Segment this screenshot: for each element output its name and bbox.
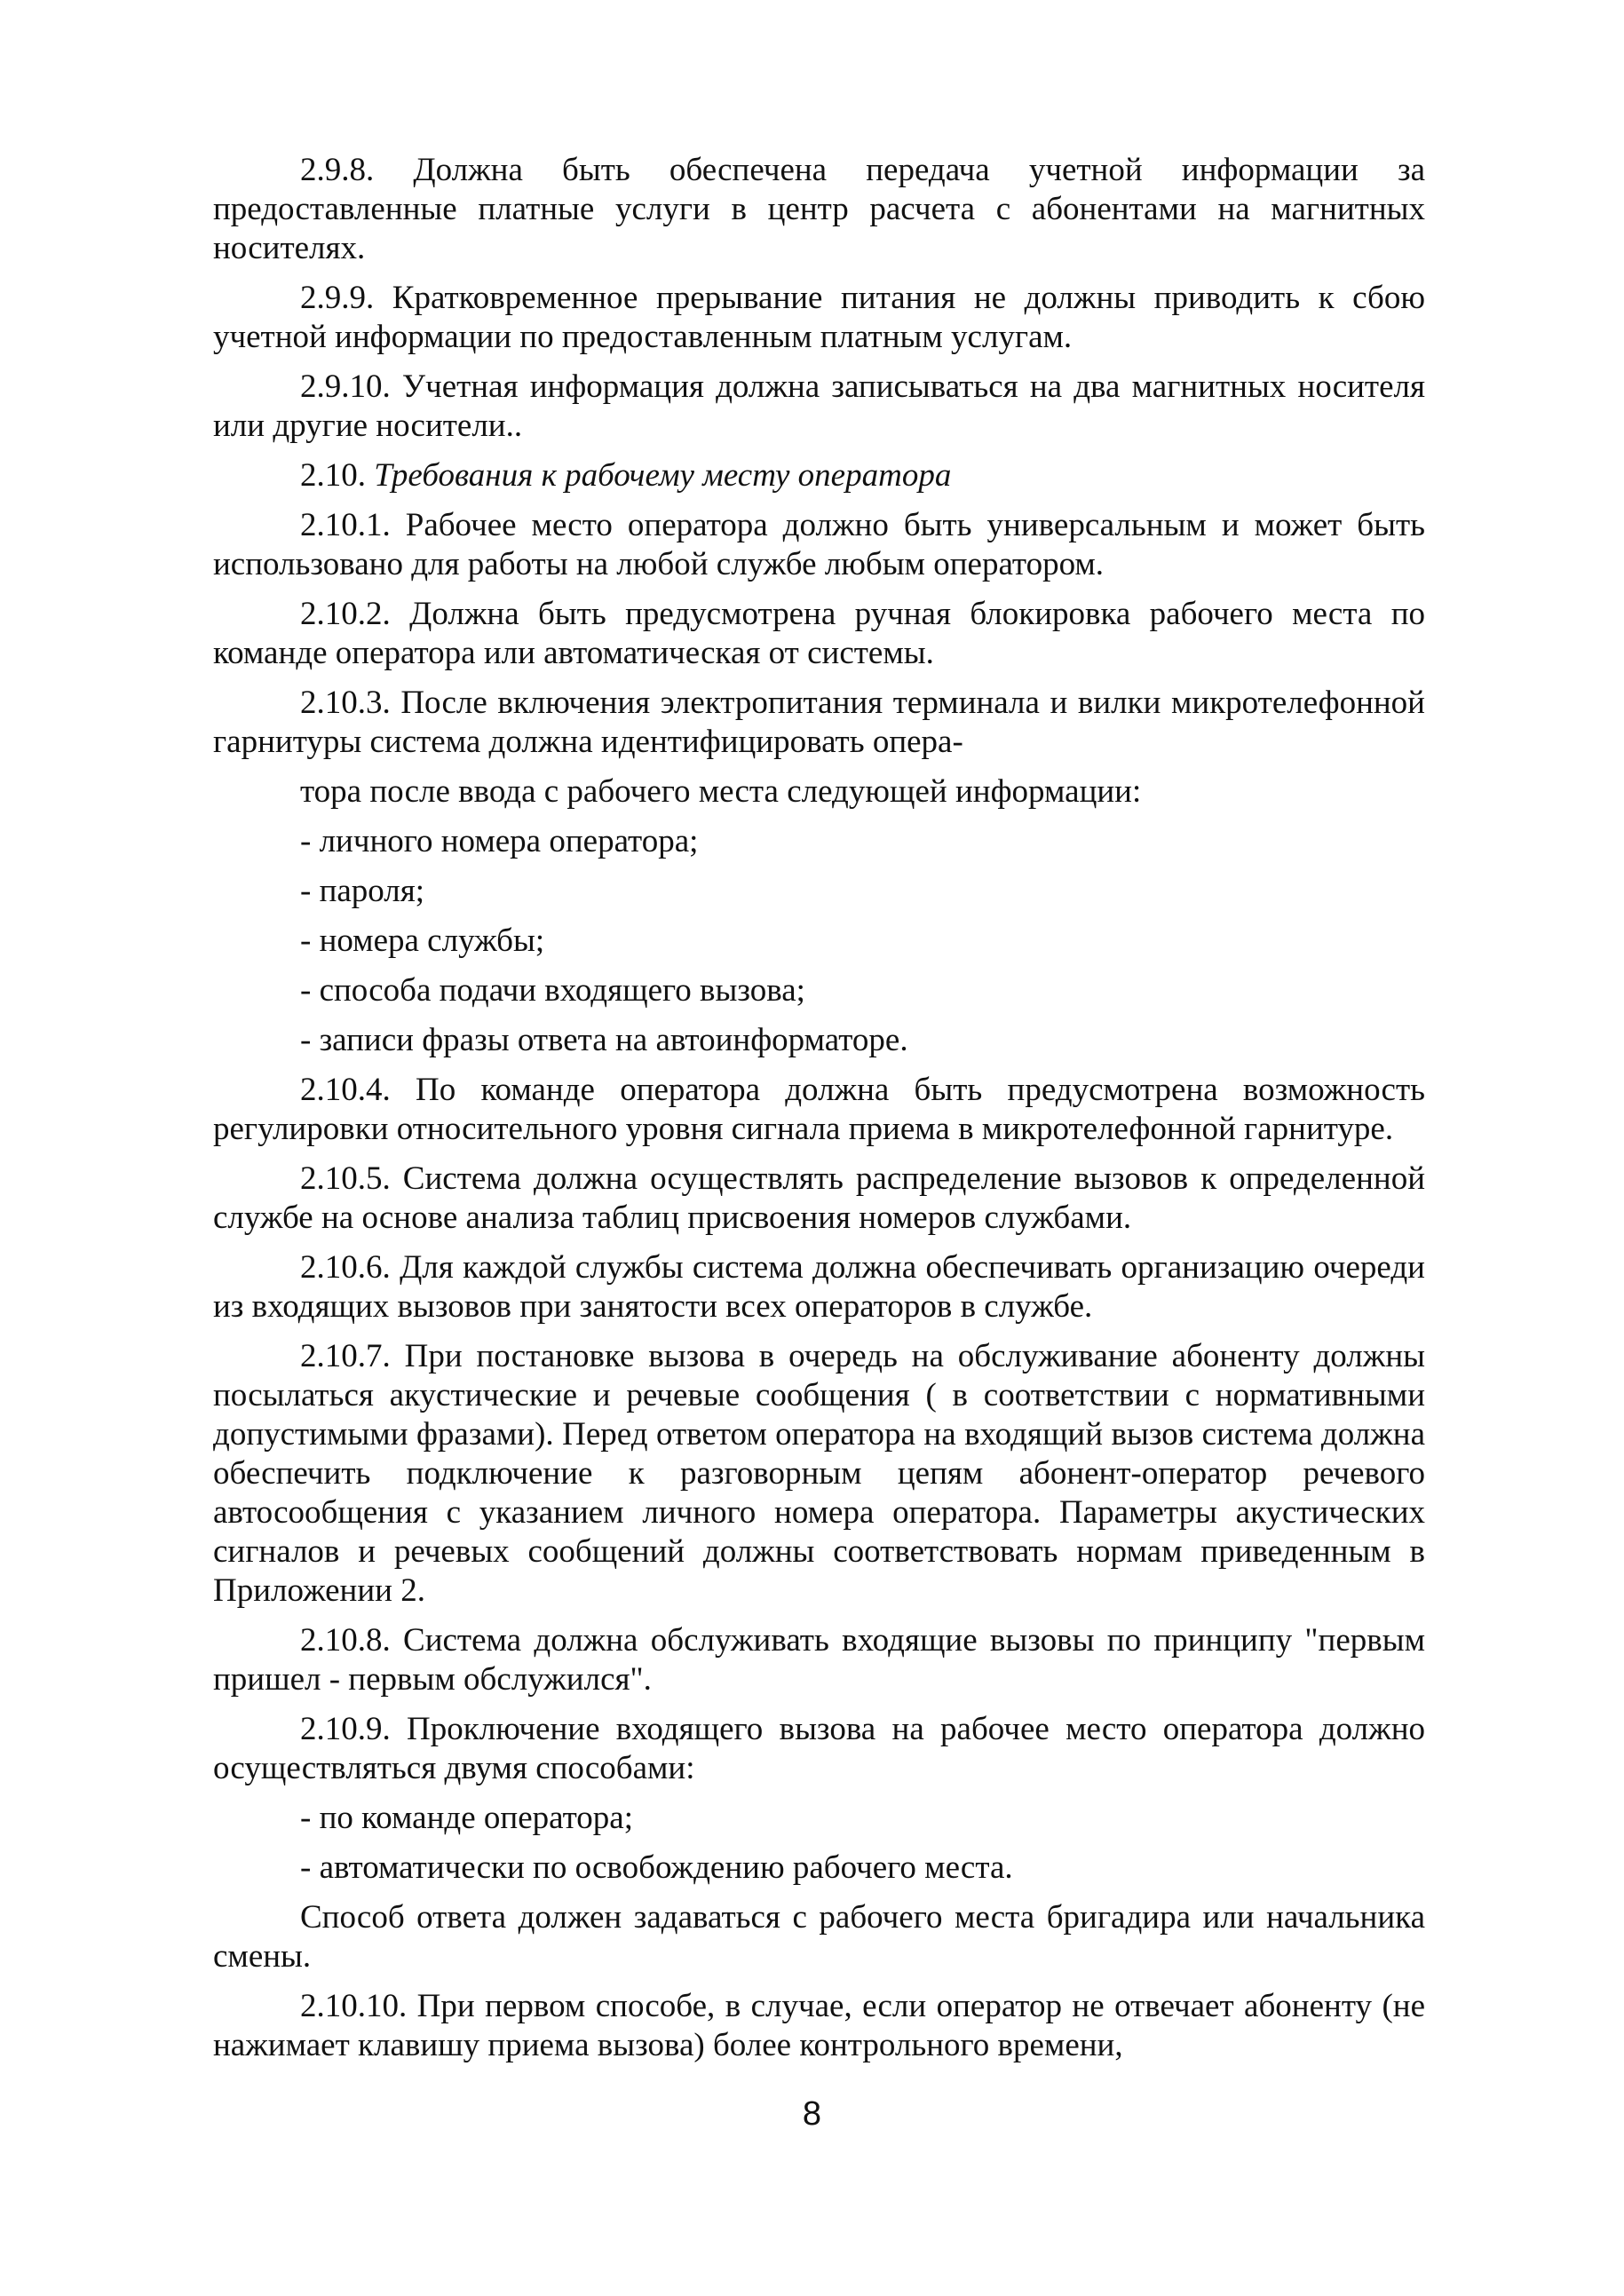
list-item: - пароля; bbox=[300, 873, 425, 909]
list-item: - автоматически по освобождению рабочего места. bbox=[300, 1849, 1013, 1886]
identification-list bbox=[213, 822, 1425, 1060]
paragraph-2-9-10: 2.9.10. Учетная информация должна записываться на два магнитных носителя или другие носители.. bbox=[213, 368, 1425, 444]
list-item: - способа подачи входящего вызова; bbox=[300, 972, 805, 1009]
section-title: Требования к рабочему месту оператора bbox=[374, 457, 952, 494]
paragraph-2-10-8: 2.10.8. Система должна обслуживать входящие вызовы по принципу "первым пришел - первым обслужился". bbox=[213, 1622, 1425, 1698]
section-heading-2-10 bbox=[213, 456, 1425, 495]
page-body bbox=[213, 151, 1425, 2076]
paragraph-2-10-6: 2.10.6. Для каждой службы система должна обеспечивать организацию очереди из входящих вызовов при занятости всех операторов в службе. bbox=[213, 1249, 1425, 1325]
list-item: - записи фразы ответа на автоинформаторе. bbox=[300, 1022, 908, 1058]
paragraph-2-10-3-continued: тора после ввода с рабочего места следующей информации: bbox=[300, 773, 1142, 810]
list-item: - личного номера оператора; bbox=[300, 823, 699, 859]
paragraph-2-9-8: 2.9.8. Должна быть обеспечена передача учетной информации за предоставленные платные услуги в центр расчета с абонентами на магнитных носителях. bbox=[213, 152, 1425, 266]
section-number: 2.10. bbox=[300, 457, 366, 494]
paragraph-2-10-7: 2.10.7. При постановке вызова в очередь на обслуживание абоненту должны посылаться акустические и речевые сообщения ( в соответствии с нормативными допустимыми фразами). Перед ответом оператора на входящий вызов система должна обеспечить подключение к разговорным цепям абонент-оператор речевого автосообщения с указанием личного номера оператора. Параметры акустических сигналов и речевых сообщений должны соответствовать нормам приведенным в Приложении 2. bbox=[213, 1338, 1425, 1609]
paragraph-2-10-5: 2.10.5. Система должна осуществлять распределение вызовов к определенной службе на основе анализа таблиц присвоения номеров службами. bbox=[213, 1160, 1425, 1236]
paragraph-2-10-4: 2.10.4. По команде оператора должна быть предусмотрена возможность регулировки относительного уровня сигнала приема в микротелефонной гарнитуре. bbox=[213, 1072, 1425, 1147]
paragraph-2-10-9: 2.10.9. Проключение входящего вызова на рабочее место оператора должно осуществляться двумя способами: bbox=[213, 1711, 1425, 1786]
paragraph-2-10-2: 2.10.2. Должна быть предусмотрена ручная блокировка рабочего места по команде оператора или автоматическая от системы. bbox=[213, 596, 1425, 671]
paragraph-2-10-3: 2.10.3. После включения электропитания терминала и вилки микротелефонной гарнитуры система должна идентифицировать опера- bbox=[213, 685, 1425, 760]
list-item: - номера службы; bbox=[300, 922, 545, 959]
paragraph-answer-mode: Способ ответа должен задаваться с рабочего места бригадира или начальника смены. bbox=[213, 1899, 1425, 1975]
paragraph-2-10-1: 2.10.1. Рабочее место оператора должно быть универсальным и может быть использовано для работы на любой службе любым оператором. bbox=[213, 507, 1425, 582]
connection-mode-list bbox=[213, 1799, 1425, 1888]
page-number: 8 bbox=[802, 2095, 822, 2133]
list-item: - по команде оператора; bbox=[300, 1800, 633, 1836]
paragraph-2-9-9: 2.9.9. Кратковременное прерывание питания не должны приводить к сбою учетной информации по предоставленным платным услугам. bbox=[213, 280, 1425, 355]
paragraph-2-10-10: 2.10.10. При первом способе, в случае, если оператор не отвечает абоненту (не нажимает клавишу приема вызова) более контрольного времени, bbox=[213, 1988, 1425, 2063]
